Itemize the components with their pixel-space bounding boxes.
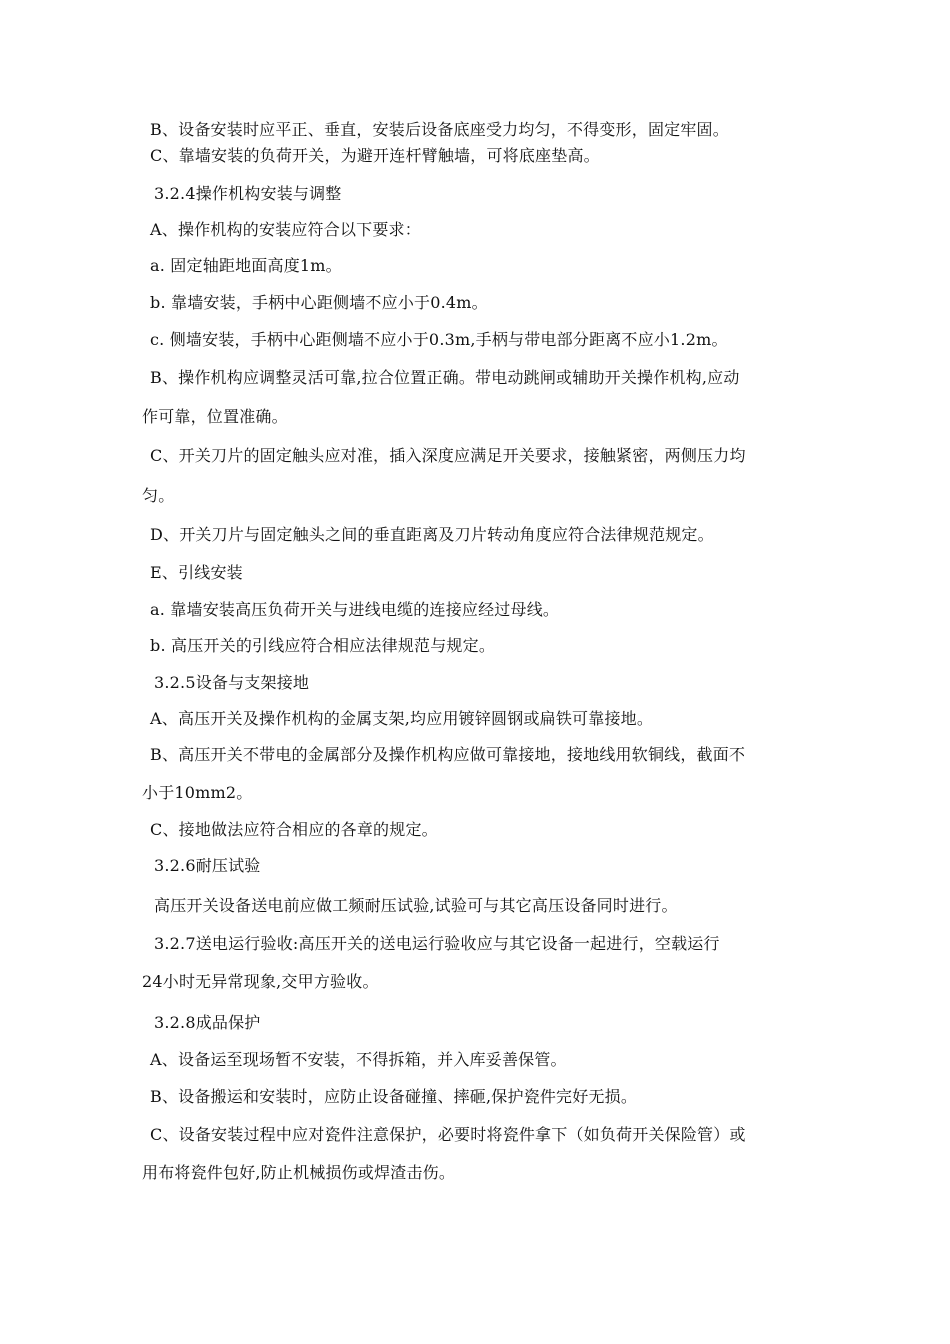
text-line: 作可靠，位置准确。 [142,407,288,426]
list-item: a. 固定轴距地面高度1m。 [150,256,342,275]
text-line: 用布将瓷件包好,防止机械损伤或焊渣击伤。 [142,1163,456,1182]
list-item: b. 高压开关的引线应符合相应法律规范与规定。 [150,636,496,655]
text-line: 3.2.7送电运行验收:高压开关的送电运行验收应与其它设备一起进行，空载运行 [154,934,720,953]
text-line: B、设备安装时应平正、垂直，安装后设备底座受力均匀，不得变形，固定牢固。 [150,120,729,139]
text-line: B、操作机构应调整灵活可靠,拉合位置正确。带电动跳闸或辅助开关操作机构,应动 [150,368,740,387]
text-line: C、设备安装过程中应对瓷件注意保护，必要时将瓷件拿下（如负荷开关保险管）或 [150,1125,746,1144]
text-line: E、引线安装 [150,563,243,582]
text-line: D、开关刀片与固定触头之间的垂直距离及刀片转动角度应符合法律规范规定。 [150,525,714,544]
section-heading: 3.2.5设备与支架接地 [154,673,310,692]
section-heading: 3.2.8成品保护 [154,1013,261,1032]
text-line: C、开关刀片的固定触头应对准，插入深度应满足开关要求，接触紧密，两侧压力均 [150,446,746,465]
text-line: C、接地做法应符合相应的各章的规定。 [150,820,438,839]
text-line: 匀。 [142,486,175,505]
text-line: C、靠墙安装的负荷开关，为避开连杆臂触墙，可将底座垫高。 [150,146,600,165]
list-item: b. 靠墙安装，手柄中心距侧墙不应小于0.4m。 [150,293,488,312]
text-line: A、高压开关及操作机构的金属支架,均应用镀锌圆钢或扁铁可靠接地。 [150,709,654,728]
text-line: B、设备搬运和安装时，应防止设备碰撞、摔砸,保护瓷件完好无损。 [150,1087,638,1106]
list-item: c. 侧墙安装，手柄中心距侧墙不应小于0.3m,手柄与带电部分距离不应小1.2m。 [150,330,728,349]
text-line: A、设备运至现场暂不安装，不得拆箱，并入库妥善保管。 [150,1050,567,1069]
text-line: 24小时无异常现象,交甲方验收。 [142,972,379,991]
section-heading: 3.2.4操作机构安装与调整 [154,184,342,203]
section-heading: 3.2.6耐压试验 [154,856,261,875]
text-line: B、高压开关不带电的金属部分及操作机构应做可靠接地，接地线用软铜线，截面不 [150,745,746,764]
list-item: a. 靠墙安装高压负荷开关与进线电缆的连接应经过母线。 [150,600,560,619]
text-line: A、操作机构的安装应符合以下要求： [150,220,421,239]
text-line: 小于10mm2。 [142,783,253,802]
text-line: 高压开关设备送电前应做工频耐压试验,试验可与其它高压设备同时进行。 [154,896,678,915]
